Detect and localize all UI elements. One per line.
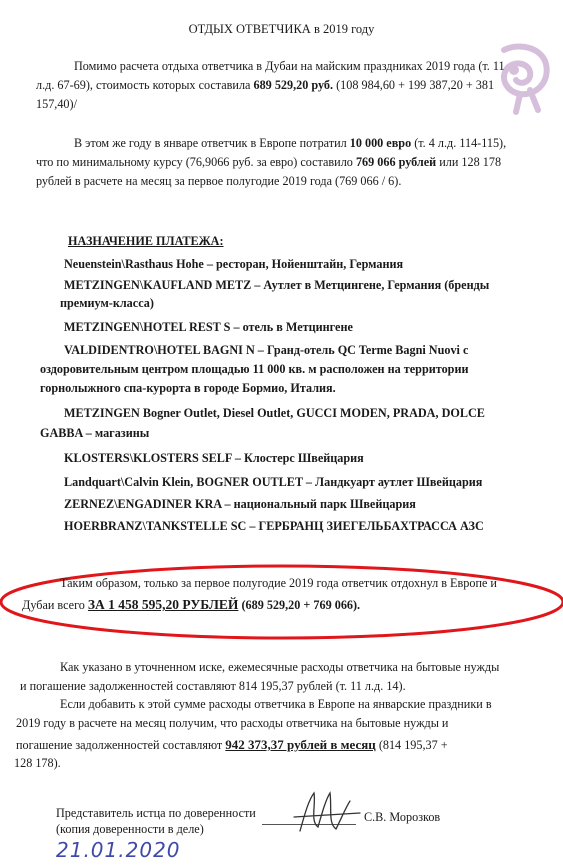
para1-line1: Помимо расчета отдыха ответчика в Дубаи на майским праздниках 2019 года (т. 11: [74, 59, 505, 73]
para4-line1: Если добавить к этой сумме расходы ответчика в Европе на январские праздники в: [60, 697, 492, 711]
text-span: (108 984,60 + 199 387,20 + 381: [333, 78, 495, 92]
representative-label: Представитель истца по доверенности: [56, 806, 256, 820]
payment-line: Neuenstein\Rasthaus Hohe – ресторан, Нойенштайн, Германия: [64, 257, 404, 271]
summary-line2: [22, 597, 360, 613]
payment-line: горнолыжного спа-курорта в городе Бормио, Италия.: [40, 381, 336, 395]
para4-line3: [16, 737, 448, 753]
payment-line: HOERBRANZ\TANKSTELLE SC – ГЕРБРАНЦ ЗИЕГЕЛЬБАХТРАССА АЗС: [64, 519, 484, 533]
payment-line: GABBA – магазины: [40, 426, 150, 440]
text-span: что по минимальному курсу (76,9066 руб. за евро) составило: [36, 155, 356, 169]
para1-line2: [36, 78, 494, 93]
para3-line2: и погашение задолженностей составляют 814 195,37 рублей (т. 11 л.д. 14).: [20, 679, 406, 693]
signatory-name: С.В. Морозков: [364, 810, 441, 824]
payment-line: премиум-класса): [60, 296, 154, 310]
payment-line: METZINGEN\HOTEL REST S – отель в Метцингене: [64, 320, 353, 334]
payment-line: Landquart\Calvin Klein, BOGNER OUTLET – Ландкуарт аутлет Швейцария: [64, 475, 483, 489]
para3-line1: Как указано в уточненном иске, ежемесячные расходы ответчика на бытовые нужды: [60, 660, 500, 674]
representative-note: (копия доверенности в деле): [56, 822, 204, 836]
payment-line: ZERNEZ\ENGADINER KRA – национальный парк Швейцария: [64, 497, 416, 511]
payment-line: METZINGEN Bogner Outlet, Diesel Outlet, GUCCI MODEN, PRADA, DOLCE: [64, 406, 485, 420]
payment-line: KLOSTERS\KLOSTERS SELF – Клостерс Швейцария: [64, 451, 364, 465]
stamp-mark: [490, 40, 554, 116]
text-span: (814 195,37 +: [375, 738, 448, 752]
para4-line2: 2019 году в расчете на месяц получим, что расходы ответчика на бытовые нужды и: [16, 716, 449, 730]
para4-line4: 128 178).: [14, 756, 61, 770]
payment-line: METZINGEN\KAUFLAND METZ – Аутлет в Метцингене, Германия (бренды: [64, 278, 490, 292]
total-formula: (689 529,20 + 769 066).: [238, 598, 361, 612]
total-amount: ЗА 1 458 595,20 РУБЛЕЙ: [87, 597, 239, 612]
monthly-amount: 942 373,37 рублей в месяц: [225, 737, 376, 752]
text-span: погашение задолженностей составляют: [16, 738, 226, 752]
text-span: или 128 178: [436, 155, 502, 169]
text-span: Дубаи всего: [22, 598, 88, 612]
para2-line3: рублей в расчете на месяц за первое полугодие 2019 года (769 066 / 6).: [36, 174, 402, 188]
summary-line1: Таким образом, только за первое полугодие 2019 года ответчик отдохнул в Европе и: [60, 576, 497, 590]
text-span: л.д. 67-69), стоимость которых составила: [36, 78, 254, 92]
para2-line1: [74, 136, 506, 151]
handwritten-signature: [290, 787, 366, 837]
payments-heading: НАЗНАЧЕНИЕ ПЛАТЕЖА:: [68, 234, 224, 248]
text-span: (т. 4 л.д. 114-115),: [411, 136, 507, 150]
para1-line3: 157,40)/: [36, 97, 77, 111]
payment-line: VALDIDENTRO\HOTEL BAGNI N – Гранд-отель QC Terme Bagni Nuovi с: [64, 343, 469, 357]
payment-line: оздоровительным центром площадью 11 000 кв. м расположен на территории: [40, 362, 469, 376]
rub-amount: 769 066 рублей: [355, 155, 437, 169]
page-title: ОТДЫХ ОТВЕТЧИКА в 2019 году: [188, 22, 375, 36]
dubai-amount: 689 529,20 руб.: [253, 78, 334, 92]
handwritten-date: 21.01.2020: [56, 838, 181, 862]
text-span: В этом же году в январе ответчик в Европе потратил: [74, 136, 350, 150]
euro-amount: 10 000 евро: [349, 136, 412, 150]
para2-line2: [36, 155, 501, 170]
